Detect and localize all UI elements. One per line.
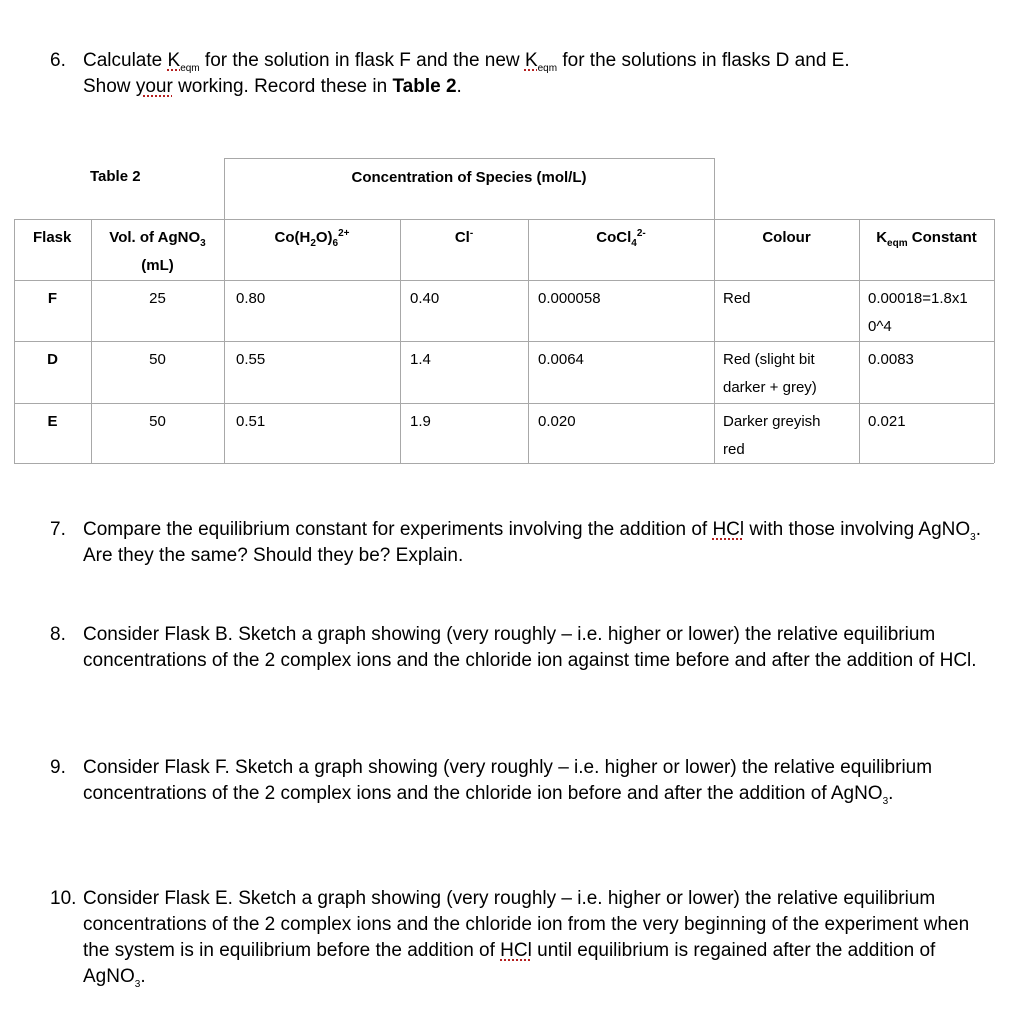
- cell-cobalt-aqua: 0.80: [236, 290, 266, 307]
- table-rule: [994, 219, 995, 463]
- cell-keqm: 0.00018=1.8x1 0^4: [868, 290, 968, 335]
- header-volume: Vol. of AgNO$_3$ (mL): [109, 229, 206, 274]
- cell-colour: Darker greyish red: [723, 413, 821, 458]
- cell-keqm: 0.0083: [868, 351, 914, 368]
- cell-keqm: 0.021: [868, 413, 906, 430]
- question-number: 6.: [50, 50, 66, 71]
- cell-cobalt-aqua: 0.51: [236, 413, 266, 430]
- question-8: 8. Consider Flask B. Sketch a graph showing (very roughly – i.e. higher or lower) the relative equilibrium concentrations of the 2 complex ions and the chloride ion against time before and after the addition of HCl.: [50, 624, 977, 671]
- keqm-term: $K_{eqm}$: [167, 50, 200, 74]
- table-rule: [14, 219, 994, 220]
- header-cobalt-aqua: $Co(H_2O)_6^{2+}$: [274, 228, 350, 249]
- cell-cocl4: 0.0064: [538, 351, 584, 368]
- table-reference: Table 2: [392, 76, 457, 97]
- table-caption: Table 2: [90, 168, 141, 185]
- table-rule: [859, 219, 860, 463]
- question-number: 8.: [50, 624, 66, 645]
- question-10: 10. Consider Flask E. Sketch a graph showing (very roughly – i.e. higher or lower) the relative equilibrium concentrations of the 2 complex ions and the chloride ion from the very beginning of the experiment when the system is in equilibrium before the addition of HCl until equilibrium is regained after the addition of AgNO$_3$.: [50, 888, 970, 990]
- table-rule: [528, 219, 529, 463]
- cell-colour: Red (slight bit darker + grey): [723, 351, 817, 396]
- cell-chloride: 0.40: [410, 290, 440, 307]
- spellcheck-word: your: [135, 76, 173, 97]
- cell-flask: F: [47, 290, 58, 307]
- question-7: 7. Compare the equilibrium constant for experiments involving the addition of HCl with those involving AgNO$_3$. Are they the same? Should they be? Explain.: [50, 519, 981, 566]
- header-keqm: $K_{eqm}$ Constant: [876, 229, 977, 249]
- question-number: 9.: [50, 757, 66, 778]
- header-chloride: Cl-: [454, 228, 474, 246]
- header-colour: Colour: [762, 229, 811, 246]
- header-cocl4: CoCl$_4^{2-}$: [596, 228, 646, 249]
- cell-colour: Red: [723, 290, 751, 307]
- table-rule: [224, 158, 714, 159]
- cell-volume: 50: [149, 351, 166, 368]
- cell-volume: 50: [149, 413, 166, 430]
- cell-chloride: 1.4: [410, 351, 431, 368]
- group-header: Concentration of Species (mol/L): [351, 169, 587, 186]
- table-rule: [400, 219, 401, 463]
- table-rule: [14, 403, 994, 404]
- table-rule: [14, 341, 994, 342]
- cell-cobalt-aqua: 0.55: [236, 351, 266, 368]
- spellcheck-word: HCl: [500, 940, 532, 961]
- table-rule: [14, 463, 994, 464]
- question-6: 6. Calculate $K_{eqm}$ for the solution in flask F and the new $K_{eqm}$ for the solutions in flasks D and E. Show your working. Record these in Table 2.: [50, 50, 850, 97]
- cell-flask: D: [47, 351, 58, 368]
- cell-flask: E: [47, 413, 58, 430]
- question-number: 10.: [50, 888, 77, 909]
- question-number: 7.: [50, 519, 66, 540]
- cell-volume: 25: [149, 290, 166, 307]
- spellcheck-word: HCl: [712, 519, 745, 540]
- keqm-term: $K_{eqm}$: [524, 50, 558, 74]
- header-flask: Flask: [33, 229, 72, 246]
- question-9: 9. Consider Flask F. Sketch a graph showing (very roughly – i.e. higher or lower) the relative equilibrium concentrations of the 2 complex ions and the chloride ion before and after the addition of AgNO$_3$.: [50, 757, 933, 807]
- cell-chloride: 1.9: [410, 413, 431, 430]
- cell-cocl4: 0.020: [538, 413, 576, 430]
- cell-cocl4: 0.000058: [538, 290, 601, 307]
- table-rule: [714, 158, 715, 463]
- table-rule: [224, 158, 225, 463]
- table-rule: [14, 280, 994, 281]
